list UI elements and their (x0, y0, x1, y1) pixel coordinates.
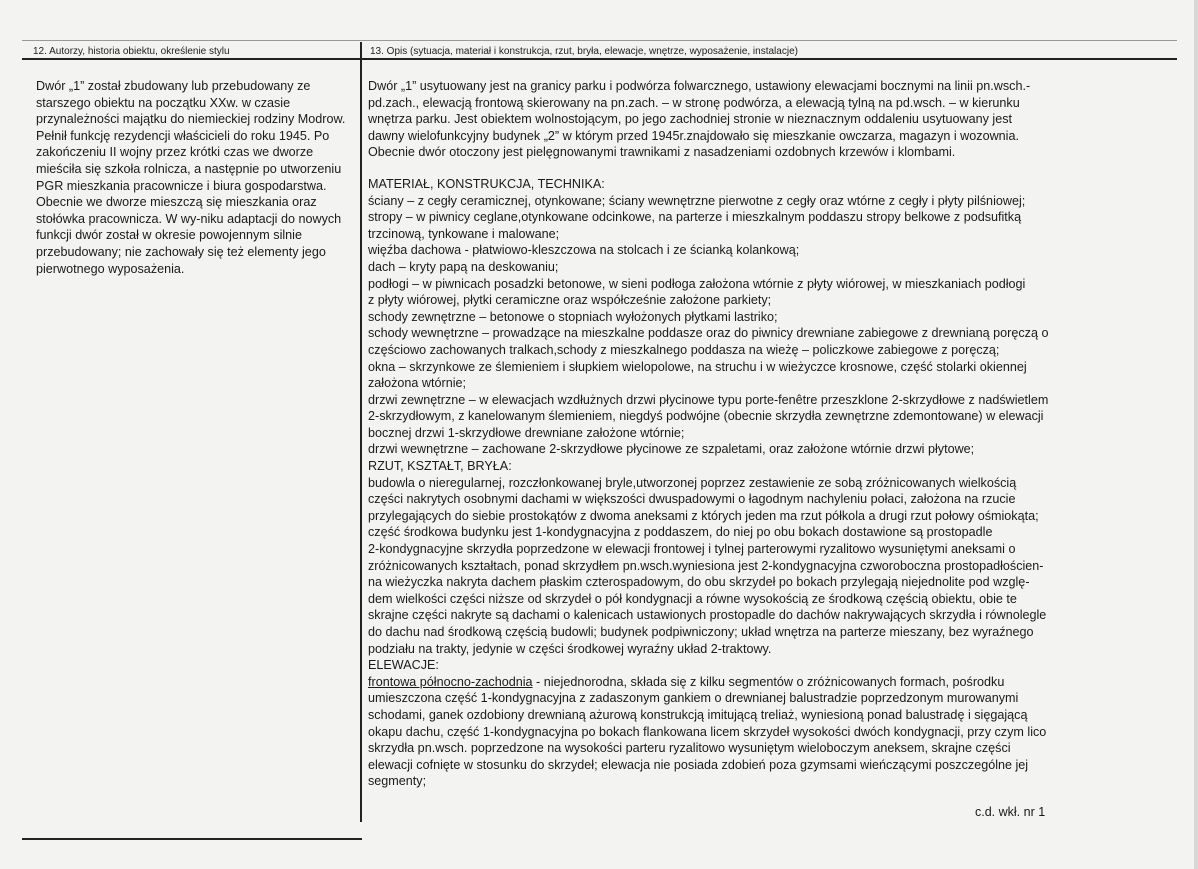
section-heading-rzut: RZUT, KSZTAŁT, BRYŁA: (368, 459, 512, 474)
text-line: podłogi – w piwnicach posadzki betonowe, w sieni podłoga założona wtórnie z płyty wiórowej, w mieszkaniach podłogi (368, 276, 1026, 291)
text-line: schody wewnętrzne – prowadzące na mieszkalne poddasze oraz do piwnicy drewniane zabiegowe z drewnianą poręczą o (368, 326, 1049, 341)
header-authors-history: 12. Autorzy, historia obiektu, określenie stylu (33, 46, 230, 57)
text-line: dawny wielofunkcyjny budynek „2” w którym przed 1945r.znajdowało się mieszkanie owczarza, magazyn i wozownia. (368, 128, 1019, 143)
text-line: podziału na trakty, jedynie w części środkowej wyraźny układ 2-traktowy. (368, 641, 772, 656)
header-description: 13. Opis (sytuacja, materiał i konstrukcja, rzut, bryła, elewacje, wnętrze, wyposażenie, instalacje) (370, 46, 798, 57)
text-line: trzcinową, tynkowane i malowane; (368, 226, 560, 241)
bottom-rule (22, 838, 362, 840)
text-line: 2-kondygnacyjne skrzydła poprzedzone w elewacji frontowej i tylnej parterowymi ryzalitowo wysuniętymi aneksami o (368, 542, 1016, 557)
text-line: Obecnie dwór otoczony jest pielęgnowanymi trawnikami z nasadzeniami ozdobnych krzewów i klombami. (368, 145, 956, 160)
text-line: częściowo zachowanych tralkach,schody z mieszkalnego poddasza na wieżę – policzkowe zabiegowe z poręczą; (368, 342, 1000, 357)
text-line: skrzydła pn.wsch. poprzedzone na wysokości parteru ryzalitowo wysuniętym wieloboczym aneksem, skrajne części (368, 741, 1011, 756)
text-line: 2-skrzydłowym, z kanelowanym ślemieniem, niegdyś podwójne (obecnie skrzydła zewnętrzne zdemontowane) w elewacji (368, 409, 1044, 424)
text-line: skrajne części nakryte są dachami o kalenicach ustawionych prostopadle do dachów nakrywających skrzydła i równolegle (368, 608, 1047, 623)
text-line: pd.zach., elewacją frontową skierowany na pn.zach. – w stronę podwórza, a elewacją tylną na pd.wsch. – w kierunku (368, 95, 1020, 110)
text-line: założona wtórnie; (368, 376, 467, 391)
text-line: zróżnicowanych kształtach, ponad skrzydłem pn.wsch.wyniesiona jest 2-kondygnacyjna czworoboczna prostopadłościen- (368, 558, 1044, 573)
text-line: ściany – z cegły ceramicznej, otynkowane; ściany wewnętrzne pierwotne z cegły oraz wtórne z cegły i płyty pilśniowej; (368, 193, 1026, 208)
text-line: wnętrza parku. Jest obiektem wolnostojącym, po jego zachodniej stronie w nieznacznym oddaleniu usytuowany jest (368, 112, 1013, 127)
text-line: elewacji cofnięte w stosunku do skrzydeł; elewacja nie posiada zdobień poza gzymsami wieńczącymi poszczególne jej (368, 757, 1029, 772)
text-line: okna – skrzynkowe ze ślemieniem i słupkiem wielopolowe, na struchu i w wieżyczce krosnowe, część stolarki okiennej (368, 359, 1027, 374)
text-line: stropy – w piwnicy ceglane,otynkowane odcinkowe, na parterze i mieszkalnym poddaszu stropy belkowe z podsufitką (368, 210, 1022, 225)
continuation-note: c.d. wkł. nr 1 (975, 805, 1046, 819)
text-line: bocznej drzwi 1-skrzydłowe drewniane założone wtórnie; (368, 425, 685, 440)
history-paragraph: Dwór „1” został zbudowany lub przebudowany ze starszego obiektu na początku XXw. w czasie przynależności majątku do niemieckiej rodziny Modrow. (36, 79, 346, 127)
text-line: dem wielkości części niższe od skrzydeł o pół kondygnacji a równe wysokością ze środkową częścią obiektu, obie te (368, 591, 1017, 606)
text-line: drzwi wewnętrzne – zachowane 2-skrzydłowe płycinowe ze szpaletami, oraz założone wtórnie drzwi płytowe; (368, 442, 975, 457)
text-line: do dachu nad środkową częścią budowli; budynek podpiwniczony; układ wnętrza na parterze mieszany, bez wyraźnego (368, 625, 1034, 639)
history-paragraph: Pełnił funkcję rezydencji właścicieli do roku 1945. Po zakończeniu II wojny przez krótki czas we dworze mieściła się szkoła rolnicza, a następnie po utworzeniu PGR mieszkania pracownicze i biura gospodarstwa. Obecnie we dworze mieszczą się mieszkania oraz stołówka pracownicza. W wy-niku adaptacji do nowych funkcji dwór został w okresie powojennym silnie przebudowany; nie zachowały się też elementy jego pierwotnego wyposażenia. (36, 128, 342, 276)
text-line: schodami, ganek ozdobiony drewnianą ażurową konstrukcją imitującą treliaż, wyniesioną ponad balustradę i sięgającą (368, 707, 1028, 722)
history-text (36, 78, 354, 277)
text-line: okapu dachu, część 1-kondygnacyjna po bokach flankowana licem skrzydeł wysokości dwóch kondygnacji, przy czym lico (368, 724, 1047, 739)
scan-edge (1194, 0, 1198, 869)
text-line (368, 674, 1158, 691)
text-line: drzwi zewnętrzne – w elewacjach wzdłużnych drzwi płycinowe typu porte-fenêtre przeszklone 2-skrzydłowe z nadświetlem (368, 392, 1049, 407)
text-line: na wieżyczka nakryta dachem płaskim czterospadowym, do obu skrzydeł po bokach przylegają niejednolite pod wzglę- (368, 575, 1030, 590)
text-line: segmenty; (368, 774, 427, 789)
text-line: więźba dachowa - płatwiowo-kleszczowa na stolcach i ze ścianką kolankową; (368, 243, 800, 258)
text-line: przylegających do siebie prostokątów z dwoma aneksami z których jeden ma rzut półkola a drugi rzut połowy ośmiokąta; (368, 508, 1039, 523)
text-line: umieszczona część 1-kondygnacyjna z zadaszonym gankiem o drewnianej balustradzie poprzedzonym murowanymi (368, 691, 1019, 706)
header-rule (22, 58, 1177, 60)
text-line: dach – kryty papą na deskowaniu; (368, 259, 559, 274)
section-heading-elewacje: ELEWACJE: (368, 658, 439, 673)
column-divider (360, 42, 362, 822)
text-line: schody zewnętrzne – betonowe o stopniach wyłożonych płytkami lastriko; (368, 309, 778, 324)
description-text (368, 78, 1158, 790)
text-line: część środkowa budynku jest 1-kondygnacyjna z poddaszem, do niej po obu bokach dostawione są prostopadle (368, 525, 993, 540)
section-heading-material: MATERIAŁ, KONSTRUKCJA, TECHNIKA: (368, 176, 605, 191)
text-line: części nakrytych osobnymi dachami w większości dwuspadowymi o łagodnym nachyleniu połaci, założona na rzucie (368, 492, 1016, 507)
text-line: Dwór „1” usytuowany jest na granicy parku i podwórza folwarcznego, ustawiony elewacjami bocznymi na linii pn.wsch.- (368, 79, 1031, 93)
elevation-text: - niejednorodna, składa się z kilku segmentów o zróżnicowanych formach, pośrodku (532, 674, 1005, 689)
elevation-label: frontowa północno-zachodnia (368, 674, 533, 689)
text-line: z płyty wiórowej, płytki ceramiczne oraz współcześnie założone parkiety; (368, 293, 772, 308)
top-border (22, 40, 1177, 41)
text-line: budowla o nieregularnej, rozczłonkowanej bryle,utworzonej poprzez zestawienie ze sobą zróżnicowanych wielkością (368, 475, 1017, 490)
